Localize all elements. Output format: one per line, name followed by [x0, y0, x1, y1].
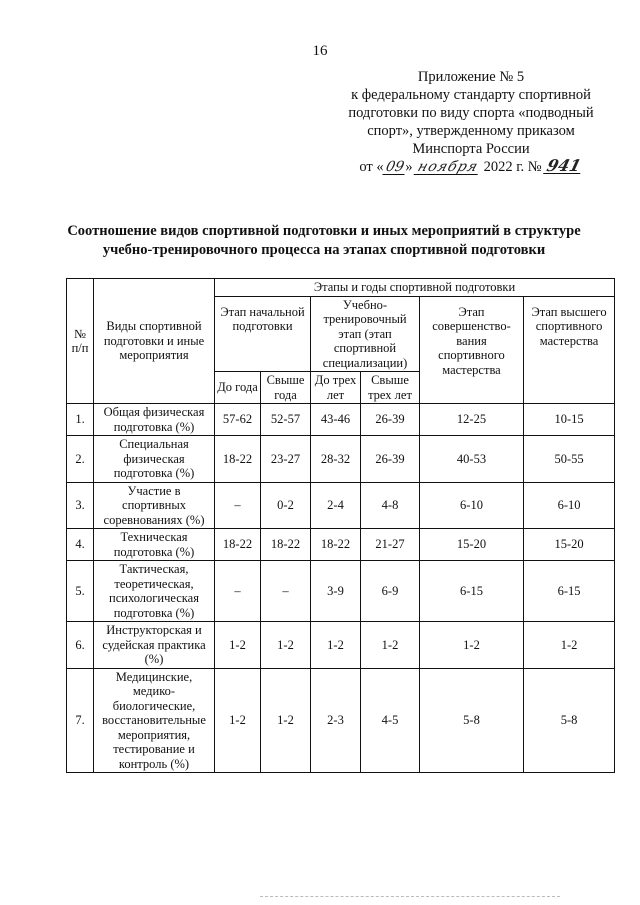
header-initial-over-year: Свыше года [261, 372, 311, 404]
handwritten-day: 09 [383, 159, 406, 175]
row-value: 1-2 [215, 668, 261, 773]
row-value: 6-15 [420, 561, 524, 622]
row-value: – [215, 561, 261, 622]
title-line-2: учебно-тренировочного процесса на этапах спортивной подготовки [102, 242, 546, 258]
row-value: 40-53 [420, 436, 524, 483]
row-value: 1-2 [311, 622, 361, 669]
row-value: 6-9 [361, 561, 420, 622]
table-row [67, 482, 615, 529]
row-value: 15-20 [524, 529, 615, 561]
row-value: 6-10 [420, 482, 524, 529]
ratio-table [66, 278, 615, 773]
row-value: 4-5 [361, 668, 420, 773]
row-value: 52-57 [261, 404, 311, 436]
row-value: 23-27 [261, 436, 311, 483]
header-stage-higher: Этап высшего спортивного мастерства [524, 296, 615, 404]
row-num: 7. [67, 668, 94, 773]
row-value: – [215, 482, 261, 529]
row-value: 57-62 [215, 404, 261, 436]
row-value: 18-22 [311, 529, 361, 561]
row-value: 21-27 [361, 529, 420, 561]
row-kind: Специальная физическая подготовка (%) [94, 436, 215, 483]
row-value: 0-2 [261, 482, 311, 529]
table-row [67, 436, 615, 483]
order-date-line [346, 158, 596, 176]
row-kind: Инструкторская и судейская практика (%) [94, 622, 215, 669]
row-num: 3. [67, 482, 94, 529]
row-value: 18-22 [215, 436, 261, 483]
table-row [67, 668, 615, 773]
appendix-header [346, 68, 596, 176]
header-training-up-to-three: До трех лет [311, 372, 361, 404]
row-kind: Участие в спортивных соревнованиях (%) [94, 482, 215, 529]
row-value: 43-46 [311, 404, 361, 436]
row-num: 4. [67, 529, 94, 561]
header-line-3: подготовки по виду спорта «подводный [348, 105, 594, 121]
header-line-5: Минспорта России [412, 141, 530, 157]
row-value: 1-2 [261, 622, 311, 669]
header-stages-group: Этапы и годы спортивной подготовки [215, 279, 615, 297]
scan-edge-mark [260, 896, 560, 897]
title-line-1: Соотношение видов спортивной подготовки и иных мероприятий в структуре [67, 223, 581, 239]
header-kind: Виды спортивной подготовки и иные мероприятия [94, 279, 215, 404]
row-value: 1-2 [420, 622, 524, 669]
date-mid: » [405, 159, 417, 175]
table-row [67, 622, 615, 669]
row-kind: Тактическая, теоретическая, психологическая подготовка (%) [94, 561, 215, 622]
row-num: 2. [67, 436, 94, 483]
row-value: 5-8 [420, 668, 524, 773]
table-row [67, 404, 615, 436]
row-value: – [261, 561, 311, 622]
header-stage-perfection: Этап совершенство-вания спортивного мастерства [420, 296, 524, 404]
row-value: 18-22 [215, 529, 261, 561]
table-row [67, 561, 615, 622]
document-title [40, 222, 608, 260]
row-value: 5-8 [524, 668, 615, 773]
row-value: 26-39 [361, 404, 420, 436]
row-kind: Техническая подготовка (%) [94, 529, 215, 561]
row-value: 1-2 [524, 622, 615, 669]
year-text: 2022 г. № [480, 159, 546, 175]
handwritten-month: ноября [415, 159, 481, 175]
header-line-4: спорт», утвержденному приказом [367, 123, 575, 139]
date-prefix: от « [359, 159, 384, 175]
row-value: 1-2 [361, 622, 420, 669]
table-row [67, 529, 615, 561]
row-value: 1-2 [215, 622, 261, 669]
row-num: 6. [67, 622, 94, 669]
handwritten-order-number: 941 [545, 156, 584, 175]
header-line-1: Приложение № 5 [417, 69, 525, 85]
page-number: 16 [312, 43, 328, 59]
row-kind: Медицинские, медико-биологические, восстановительные мероприятия, тестирование и контроль (%) [94, 668, 215, 773]
header-num: № п/п [67, 279, 94, 404]
row-value: 1-2 [261, 668, 311, 773]
row-num: 1. [67, 404, 94, 436]
header-row-1 [67, 279, 615, 297]
row-value: 26-39 [361, 436, 420, 483]
row-value: 50-55 [524, 436, 615, 483]
header-stage-initial: Этап начальной подготовки [215, 296, 311, 372]
row-value: 4-8 [361, 482, 420, 529]
header-stage-training: Учебно-тренировочный этап (этап спортивной специализации) [311, 296, 420, 372]
row-value: 18-22 [261, 529, 311, 561]
header-line-2: к федеральному стандарту спортивной [351, 87, 591, 103]
row-value: 6-15 [524, 561, 615, 622]
row-kind: Общая физическая подготовка (%) [94, 404, 215, 436]
row-num: 5. [67, 561, 94, 622]
row-value: 15-20 [420, 529, 524, 561]
row-value: 6-10 [524, 482, 615, 529]
row-value: 28-32 [311, 436, 361, 483]
row-value: 2-3 [311, 668, 361, 773]
row-value: 3-9 [311, 561, 361, 622]
row-value: 2-4 [311, 482, 361, 529]
header-initial-up-to-year: До года [215, 372, 261, 404]
row-value: 10-15 [524, 404, 615, 436]
header-training-over-three: Свыше трех лет [361, 372, 420, 404]
row-value: 12-25 [420, 404, 524, 436]
